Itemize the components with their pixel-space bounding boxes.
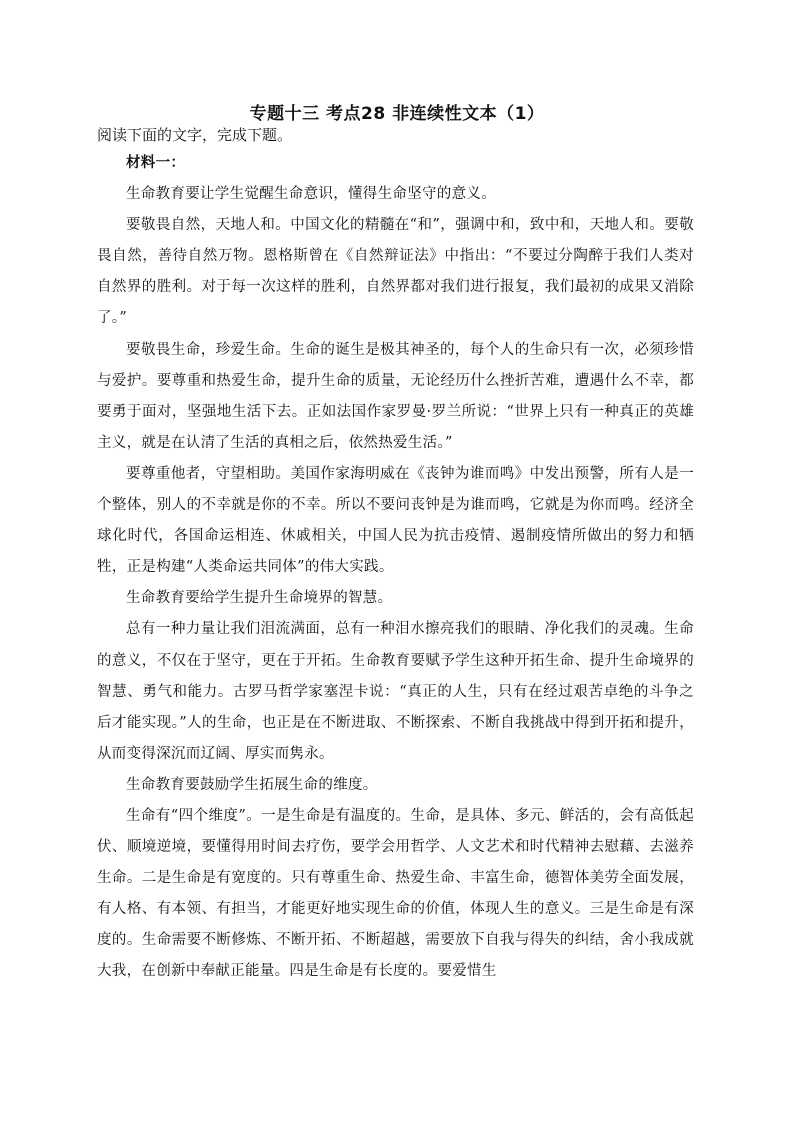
paragraph: 要尊重他者，守望相助。美国作家海明威在《丧钟为谁而鸣》中发出预警，所有人是一个整体，别人的不幸就是你的不幸。所以不要问丧钟是为谁而鸣，它就是为你而鸣。经济全球化时代，各国命运相连、休戚相关，中国人民为抗击疫情、遏制疫情所做出的努力和牺牲，正是构建“人类命运共同体”的伟大实践。: [97, 465, 694, 576]
page-title: 专题十三 考点28 非连续性文本（1）: [249, 104, 545, 124]
paragraph: 要敬畏生命，珍爱生命。生命的诞生是极其神圣的，每个人的生命只有一次，必须珍惜与爱护。要尊重和热爱生命，提升生命的质量，无论经历什么挫折苦难，遭遇什么不幸，都要勇于面对，坚强地生活下去。正如法国作家罗曼·罗兰所说：“世界上只有一种真正的英雄主义，就是在认清了生活的真相之后，依然热爱生活。”: [97, 341, 694, 451]
paragraph: 总有一种力量让我们泪流满面，总有一种泪水擦亮我们的眼睛、净化我们的灵魂。生命的意义，不仅在于坚守，更在于开拓。生命教育要赋予学生这种开拓生命、提升生命境界的智慧、勇气和能力。古罗马哲学家塞涅卡说：“真正的人生，只有在经过艰苦卓绝的斗争之后才能实现。”人的生命，也正是在不断进取、不断探索、不断自我挑战中得到开拓和提升，从而变得深沉而辽阔、厚实而隽永。: [97, 621, 694, 762]
paragraph: 生命教育要给学生提升生命境界的智慧。: [126, 590, 393, 607]
paragraph: 生命教育要让学生觉醒生命意识，懂得生命坚守的意义。: [126, 186, 496, 203]
instruction-text: 阅读下面的文字，完成下题。: [97, 126, 293, 144]
paragraph: 要敬畏自然，天地人和。中国文化的精髓在“和”，强调中和，致中和，天地人和。要敬畏自然，善待自然万物。恩格斯曾在《自然辩证法》中指出：“不要过分陶醉于我们人类对自然界的胜利。对于每一次这样的胜利，自然界都对我们进行报复，我们最初的成果又消除了。”: [97, 217, 694, 327]
paragraph: 生命教育要鼓励学生拓展生命的维度。: [126, 776, 378, 793]
material-label: 材料一：: [126, 155, 186, 171]
paragraph: 生命有“四个维度”。一是生命是有温度的。生命，是具体、多元、鲜活的，会有高低起伏、顺境逆境，要懂得用时间去疗伤，要学会用哲学、人文艺术和时代精神去慰藉、去滋养生命。二是生命是有宽度的。只有尊重生命、热爱生命、丰富生命，德智体美劳全面发展，有人格、有本领、有担当，才能更好地实现生命的价值，体现人生的意义。三是生命是有深度的。生命需要不断修炼、不断开拓、不断超越，需要放下自我与得失的纠结，舍小我成就大我，在创新中奉献正能量。四是生命是有长度的。要爱惜生: [97, 807, 694, 980]
article-body: [97, 148, 694, 988]
